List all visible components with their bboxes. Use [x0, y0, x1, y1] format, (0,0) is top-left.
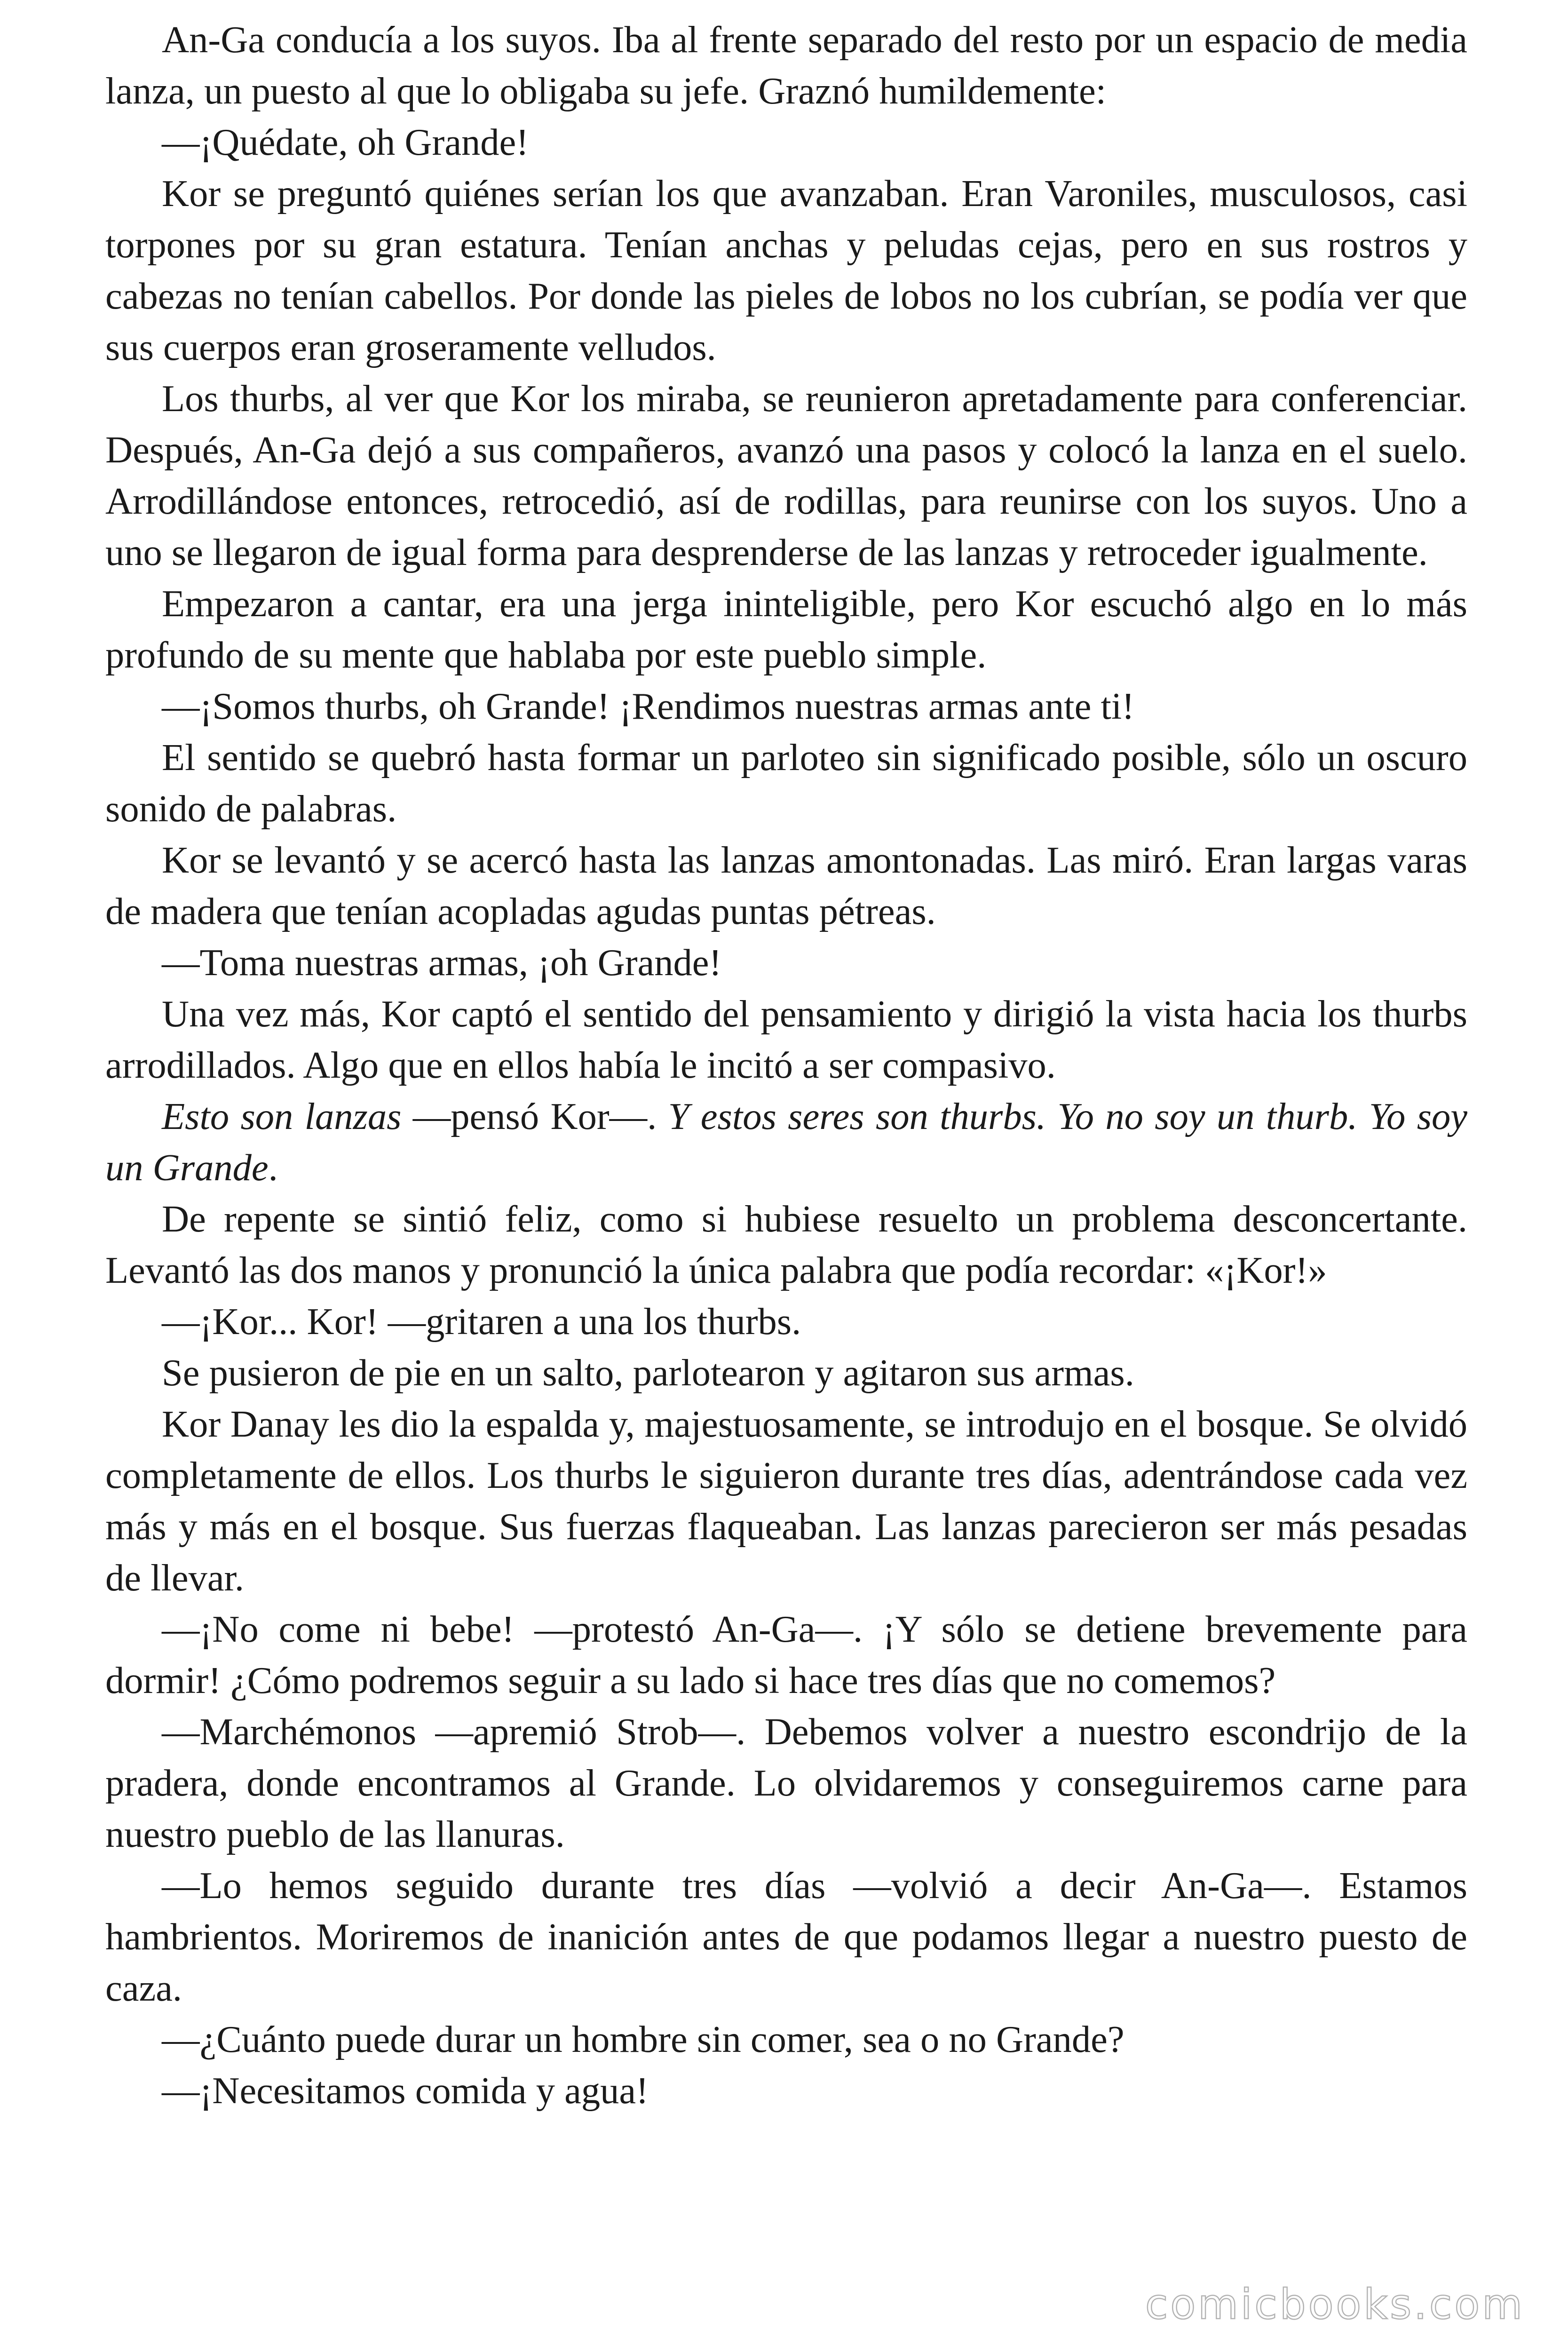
- text-run: —Marchémonos —apremió Strob—. Debemos volver a nuestro escondrijo de la pradera, donde encontramos al Grande. Lo olvidaremos y conseguiremos carne para nuestro pueblo de las llanuras.: [105, 1711, 1467, 1855]
- paragraph: [105, 1398, 1467, 1604]
- paragraph: [105, 2065, 1467, 2116]
- text-run: De repente se sintió feliz, como si hubiese resuelto un problema desconcertante. Levantó las dos manos y pronunció la única palabra que podía recordar: «¡Kor!»: [105, 1198, 1467, 1291]
- text-run: —¡No come ni bebe! —protestó An-Ga—. ¡Y sólo se detiene brevemente para dormir! ¿Cómo podremos seguir a su lado si hace tres días que no comemos?: [105, 1608, 1467, 1701]
- paragraph: [105, 1604, 1467, 1706]
- text-run: Una vez más, Kor captó el sentido del pensamiento y dirigió la vista hacia los thurbs arrodillados. Algo que en ellos había le incitó a ser compasivo.: [105, 993, 1467, 1086]
- text-run: El sentido se quebró hasta formar un parloteo sin significado posible, sólo un oscuro sonido de palabras.: [105, 737, 1467, 830]
- text-run: —¡Necesitamos comida y agua!: [162, 2070, 649, 2112]
- text-run: —¡Quédate, oh Grande!: [162, 121, 529, 163]
- paragraph: [105, 1091, 1467, 1193]
- paragraph: [105, 578, 1467, 681]
- paragraph: [105, 988, 1467, 1091]
- paragraph: [105, 834, 1467, 937]
- paragraph: [105, 373, 1467, 578]
- text-run: Kor se levantó y se acercó hasta las lanzas amontonadas. Las miró. Eran largas varas de madera que tenían acopladas agudas puntas pétreas.: [105, 839, 1467, 932]
- paragraph: [105, 168, 1467, 373]
- paragraph: [105, 117, 1467, 168]
- paragraph: [105, 1860, 1467, 2014]
- text-run: Se pusieron de pie en un salto, parlotearon y agitaron sus armas.: [162, 1352, 1134, 1394]
- text-run: —¡Kor... Kor! —gritaren a una los thurbs.: [162, 1301, 801, 1343]
- text-run: Los thurbs, al ver que Kor los miraba, se reunieron apretadamente para conferenciar. Después, An-Ga dejó a sus compañeros, avanzó una pasos y colocó la lanza en el suelo. Arrodillándose entonces, retrocedió, así de rodillas, para reunirse con los suyos. Uno a uno se llegaron de igual forma para desprenderse de las lanzas y retroceder igualmente.: [105, 378, 1467, 573]
- paragraph: [105, 14, 1467, 117]
- text-run: —¡Somos thurbs, oh Grande! ¡Rendimos nuestras armas ante ti!: [162, 685, 1135, 727]
- paragraph: [105, 2014, 1467, 2065]
- text-run: —pensó Kor—.: [401, 1096, 668, 1137]
- text-run: —Toma nuestras armas, ¡oh Grande!: [162, 942, 722, 984]
- text-run: —¿Cuánto puede durar un hombre sin comer, sea o no Grande?: [162, 2018, 1125, 2060]
- text-run: Kor se preguntó quiénes serían los que avanzaban. Eran Varoniles, musculosos, casi torpones por su gran estatura. Tenían anchas y peludas cejas, pero en sus rostros y cabezas no tenían cabellos. Por donde las pieles de lobos no los cubrían, se podía ver que sus cuerpos eran groseramente velludos.: [105, 173, 1467, 368]
- text-run: Empezaron a cantar, era una jerga ininteligible, pero Kor escuchó algo en lo más profundo de su mente que hablaba por este pueblo simple.: [105, 583, 1467, 676]
- text-run: —Lo hemos seguido durante tres días —volvió a decir An-Ga—. Estamos hambrientos. Moriremos de inanición antes de que podamos llegar a nuestro puesto de caza.: [105, 1865, 1467, 2009]
- paragraph: [105, 1296, 1467, 1347]
- paragraph: [105, 1193, 1467, 1296]
- text-run: .: [268, 1147, 278, 1189]
- italic-run: Y estos seres son thurbs. Yo no soy un thurb. Yo soy un Grande: [105, 1096, 1468, 1189]
- text-run: Kor Danay les dio la espalda y, majestuosamente, se introdujo en el bosque. Se olvidó completamente de ellos. Los thurbs le siguieron durante tres días, adentrándose cada vez más y más en el bosque. Sus fuerzas flaqueaban. Las lanzas parecieron ser más pesadas de llevar.: [105, 1403, 1467, 1599]
- text-run: An-Ga conducía a los suyos. Iba al frente separado del resto por un espacio de media lanza, un puesto al que lo obligaba su jefe. Graznó humildemente:: [105, 19, 1467, 112]
- paragraph: [105, 1706, 1467, 1860]
- site-watermark: comicbooks.com: [1145, 2280, 1525, 2328]
- paragraph: [105, 681, 1467, 732]
- paragraph: [105, 937, 1467, 988]
- italic-run: Esto son lanzas: [162, 1096, 402, 1137]
- paragraph: [105, 1347, 1467, 1398]
- body-text: [105, 14, 1467, 2116]
- paragraph: [105, 732, 1467, 834]
